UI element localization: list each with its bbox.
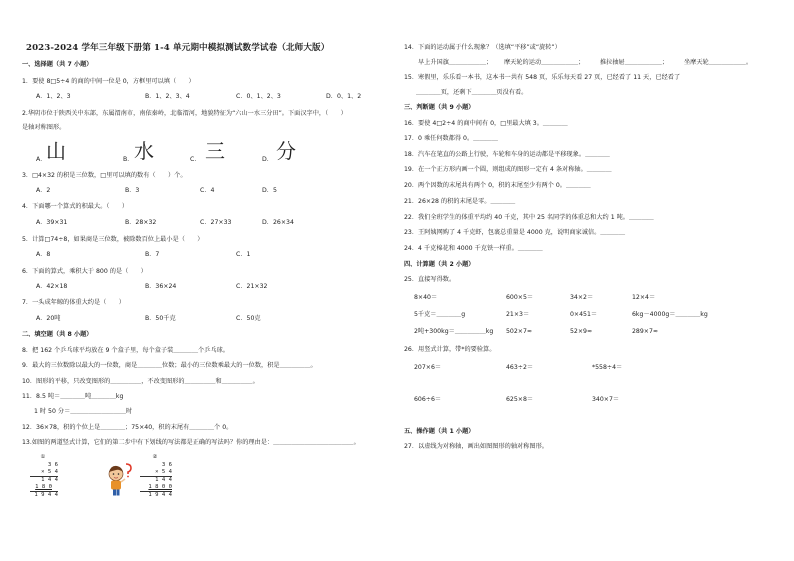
question-22: 22．我们全班学生的体重平均约 40 千克，其中 25 名同学的体重总和大约 1 吨。＿＿＿＿ — [404, 214, 654, 221]
q1-option-d: D．0、1、2 — [326, 93, 362, 100]
q4-option-d: D．26×34 — [262, 219, 294, 226]
oral-calc-item: 34×2＝ — [570, 294, 594, 301]
calc2-row: × 5 4 — [155, 469, 172, 475]
question-19: 19．在一个正方形内画一个圆，则组成的图形一定有 4 条对称轴。＿＿＿＿ — [404, 166, 612, 173]
thinking-child-illustration — [104, 462, 134, 498]
calc1-row: 1 9 4 4 — [34, 492, 58, 498]
q2-char-three: 三 — [205, 139, 225, 163]
q3-option-b: B．3 — [125, 187, 140, 194]
calc1-row: 3 6 — [47, 462, 58, 468]
question-3: 3．□4×32 的积是三位数，□里可以填的数有（ ）个。 — [22, 172, 187, 179]
oral-calc-item: 289×7≈ — [632, 328, 659, 335]
q2-option-b-label: B． — [123, 156, 134, 163]
oral-calc-item: 5千克＝＿＿＿＿g — [414, 311, 466, 318]
q14-item-wheel: 摩天轮的运动＿＿＿＿＿＿； — [504, 59, 585, 66]
vertical-calc-item: 207×6＝ — [414, 364, 442, 371]
question-8: 8．把 162 个乒乓球平均放在 9 个盒子里，每个盒子装＿＿＿＿个乒乓球。 — [22, 347, 229, 354]
q14-item-flag: 早上升国旗＿＿＿＿＿＿； — [418, 59, 493, 66]
q7-option-a: A．20吨 — [36, 315, 61, 322]
q2-option-a-label: A． — [36, 156, 47, 163]
q6-option-a: A．42×18 — [36, 283, 68, 290]
section-fill-heading: 二、填空题（共 8 小题） — [22, 331, 93, 338]
q6-option-c: C．21×32 — [236, 283, 268, 290]
calc1-row: × 5 4 — [41, 469, 58, 475]
q2-char-divide: 分 — [276, 139, 296, 163]
q1-option-c: C．0、1、2、3 — [236, 93, 281, 100]
calc2-row-underlined: 1 8 0 0 — [148, 484, 172, 490]
question-15: 15．寒假里，乐乐看一本书，这本书一共有 548 页，乐乐每天看 27 页，已经看了 11 天，已经看了 — [404, 74, 681, 81]
q2-char-water: 水 — [134, 139, 154, 163]
vertical-calc-item: 340×7＝ — [592, 396, 620, 403]
question-1: 1．要使 8□5÷4 的商的中间一位是 0，方框里可以填（ ） — [22, 78, 195, 85]
question-2-cont: 是轴对称图形。 — [22, 124, 66, 131]
q5-option-b: B．7 — [145, 251, 160, 258]
oral-calc-item: 2吨+300kg＝＿＿＿＿＿kg — [414, 328, 494, 335]
q5-option-c: C．1 — [236, 251, 251, 258]
q7-option-c: C．50克 — [236, 315, 261, 322]
exam-title: 2023-2024 学年三年级下册第 1-4 单元期中模拟测试数学试卷（北师大版） — [26, 43, 330, 53]
question-13: 13.如图的两道竖式计算，它们的第二步中有下划线的写法都是正确的写法吗？你的理由是：＿＿＿＿＿＿＿＿＿＿＿＿＿。 — [22, 439, 360, 446]
question-17: 17．0 乘任何数都得 0。＿＿＿＿ — [404, 135, 498, 142]
calc1-number: ① — [40, 454, 46, 460]
q2-option-d-label: D． — [262, 156, 273, 163]
vertical-calc-item: 625×8＝ — [506, 396, 534, 403]
question-18: 18．汽车在笔直的公路上行驶，车轮和车身的运动都是平移现象。＿＿＿＿ — [404, 151, 610, 158]
question-16: 16．要使 4□2÷4 的商中间有 0，□里最大填 3。＿＿＿＿ — [404, 120, 568, 127]
question-24: 24．4 千克棉花和 4000 千克铁一样重。＿＿＿＿ — [404, 245, 543, 252]
q3-option-d: D．5 — [262, 187, 277, 194]
oral-calc-item: 6kg－4000g＝＿＿＿＿kg — [632, 311, 708, 318]
calc2-row: 3 6 — [161, 462, 172, 468]
vertical-calc-item: *558÷4＝ — [592, 364, 623, 371]
question-9: 9．最大的三位数除以最大的一位数，商是＿＿＿＿位数；最小的三位数乘最大的一位数，积是＿＿＿＿＿。 — [22, 362, 317, 369]
q1-option-b: B．1、2、3、4 — [145, 93, 190, 100]
question-25: 25．直接写得数。 — [404, 276, 456, 283]
oral-calc-item: 21×3＝ — [506, 311, 530, 318]
question-4: 4．下面哪一个算式的积最大。（ ） — [22, 203, 129, 210]
oral-calc-item: 12×4＝ — [632, 294, 656, 301]
q6-option-b: B．36×24 — [145, 283, 177, 290]
q5-option-a: A．8 — [36, 251, 51, 258]
question-2: 2.华阴市位于陕西关中东部，东属渭南市，南依秦岭，北临渭河，地貌特征为“六山一水三分田”。下面汉字中，（ ） — [22, 110, 347, 117]
question-14: 14．下面的运动属于什么现象？（选填“平移”或“旋转”） — [404, 44, 561, 51]
oral-calc-item: 600×5＝ — [506, 294, 534, 301]
vertical-calc-item: 606÷6＝ — [414, 396, 442, 403]
q1-option-a: A．1、2、3 — [36, 93, 71, 100]
question-5: 5．计算□74÷8，如果商是三位数，被除数百位上最小是（ ） — [22, 236, 204, 243]
section-choice-heading: 一、选择题（共 7 小题） — [22, 61, 93, 68]
section-judge-heading: 三、判断题（共 9 小题） — [404, 104, 475, 111]
q3-option-c: C．4 — [200, 187, 215, 194]
question-10: 10．图形的平移，只改变图形的＿＿＿＿＿，不改变图形的＿＿＿＿＿和＿＿＿＿＿。 — [22, 378, 259, 385]
question-23: 23．王阿姨网购了 4 千克虾，包裹总重量是 4000 克，说明商家诚信。＿＿＿＿ — [404, 229, 626, 236]
question-27: 27．以虚线为对称轴，画出如图图形的轴对称图形。 — [404, 443, 548, 450]
q7-option-b: B．50千克 — [145, 315, 176, 322]
q2-char-mountain: 山 — [46, 139, 66, 163]
q4-option-c: C．27×33 — [200, 219, 232, 226]
q4-option-b: B．28×32 — [125, 219, 157, 226]
q2-option-c-label: C． — [190, 156, 201, 163]
question-26: 26．用竖式计算，带*的要验算。 — [404, 346, 496, 353]
question-21: 21．26×28 的积的末尾是零。＿＿＿＿ — [404, 198, 516, 205]
q14-item-ride: 坐摩天轮＿＿＿＿＿＿。 — [684, 59, 753, 66]
calc2-number: ② — [152, 454, 158, 460]
oral-calc-item: 52×9≈ — [570, 328, 593, 335]
question-11-cont: 1 时 50 分＝＿＿＿＿＿＿＿＿＿时 — [34, 408, 133, 415]
calc1-row: 1 4 4 — [41, 477, 58, 483]
q3-option-a: A．2 — [36, 187, 51, 194]
q14-item-drawer: 推拉抽屉＿＿＿＿＿＿； — [600, 59, 669, 66]
oral-calc-item: 502×7≈ — [506, 328, 533, 335]
oral-calc-item: 8×40＝ — [414, 294, 438, 301]
oral-calc-item: 0×451＝ — [570, 311, 598, 318]
question-15-cont: ＿＿＿＿页，还剩下＿＿＿＿页没有看。 — [416, 89, 528, 96]
question-7: 7．一头成年鲸的体重大约是（ ） — [22, 299, 125, 306]
q4-option-a: A．39×31 — [36, 219, 68, 226]
section-calc-heading: 四、计算题（共 2 小题） — [404, 261, 475, 268]
vertical-calc-item: 463÷2＝ — [506, 364, 534, 371]
question-11: 11．8.5 吨＝＿＿＿＿吨＿＿＿＿kg — [22, 393, 124, 400]
calc2-row: 1 9 4 4 — [148, 492, 172, 498]
question-12: 12．36×78，积的个位上是＿＿＿＿；75×40，积的末尾有＿＿＿＿个 0。 — [22, 424, 233, 431]
calc1-row-underlined: 1 8 0 — [35, 484, 52, 490]
question-20: 20．两个因数的末尾共有两个 0，积的末尾至少有两个 0。＿＿＿＿ — [404, 182, 591, 189]
section-operation-heading: 五、操作题（共 1 小题） — [404, 428, 475, 435]
calc2-row: 1 4 4 — [155, 477, 172, 483]
question-6: 6．下面的算式，乘积大于 800 的是（ ） — [22, 268, 147, 275]
